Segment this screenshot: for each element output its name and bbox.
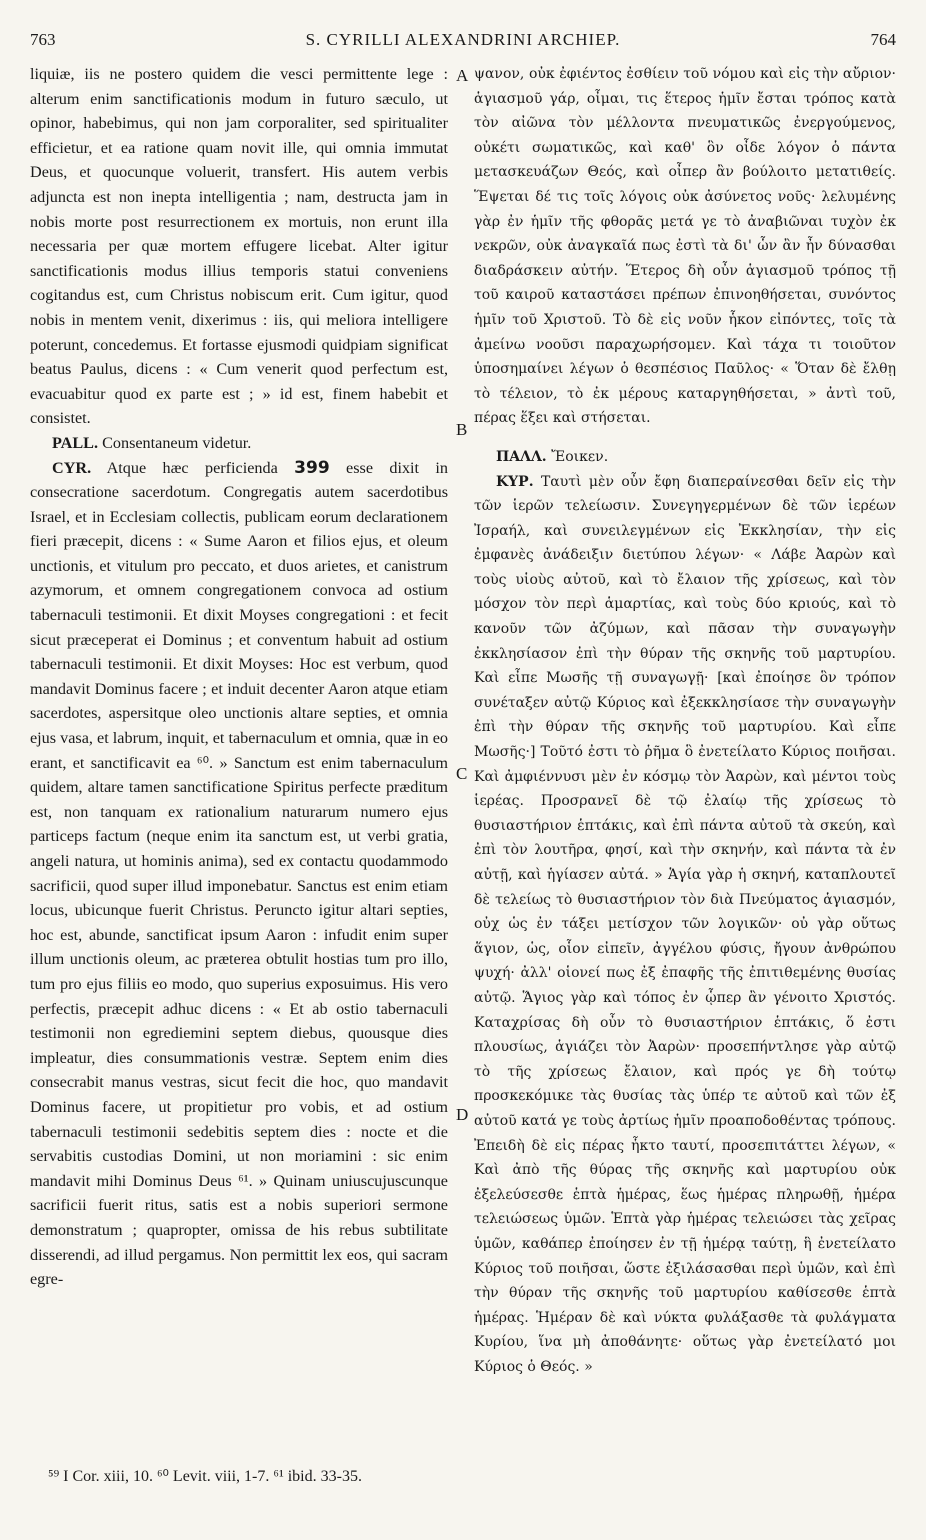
speaker-label: PALL. (52, 433, 99, 452)
running-header (30, 30, 896, 58)
latin-speaker-paragraph (30, 431, 448, 456)
speaker-label: ΚΥΡ. (496, 473, 534, 490)
greek-paragraph-text: Ἔοικεν. (551, 448, 609, 465)
latin-column (30, 62, 448, 1452)
latin-paragraph-text: esse dixit in consecratione sacerdotum. Congregatis autem sacerdotibus Israel, et in Ecclesiam collectis, publicam eorum declarationem fieri præcepit, dicens : « Sume Aaron et filios ejus, et oleum unctionis, et vitulum pro peccato, et duos arietes, et canistrum azymorum, et omnem congregationem convoca ad ostium tabernaculi testimonii. Et dixit Moyses congregationi : et fecit sicut præceperat ei Dominus ; et conventum habuit ad ostium tabernaculi testimonii. Et dixit Moyses: Hoc est verbum, quod mandavit Dominus facere ; et induit decenter Aaron atque etiam sacerdotes, aspersitque oleo unctionis altare septies, et omnia ejus vasa, et labrum, inquit, et tabernaculum et omnia, quæ in eo erant, et sanctificavit ea ⁶⁰. » Sanctum est enim tabernaculum quidem, altare tamen sanctificatione Spiritus perfecte præditum est, non tanquam ex rationalium naturarum numero ejus particeps factum (neque enim ita sanctum est, ut verbi gratia, angeli natura, ut hominis anima), sed ex contactu quodammodo sacrificii, quod super illud imponebatur. Sanctus est enim etiam locus, ubicunque fuerit Christus. Peruncto igitur altari septies, hoc est, abunde, sanctificat ipsum Aaron : infudit enim super illum unctionis oleum, ac præterea obtulit hostias tum pro illo, tum pro ejus filiis eo modo, quo superius exposuimus. His vero perfectis, præcepit adhuc dicens : « Et ab ostio tabernaculi testimonii non egrediemini septem diebus, quousque dies impleatur, dies consummationis vestræ. Septem enim dies consecrabit manus vestras, sicut fecit die hoc, quo mandavit Dominus facere, ut propitietur pro vobis, et ad ostium tabernaculi testimonii sedebitis septem dies : nocte et die servabitis custodias Domini, ut non moriamini : sic enim mandavit mihi Dominus Deus ⁶¹. » Quinam uniuscujuscunque sacrificii fuerit ritus, satis est a nobis superiori sermone demonstratum ; quapropter, omissa de his rebus subtilitate disserendi, ad illud pergamus. Non permittit lex eos, qui sacram egre- (30, 458, 448, 1289)
running-title: S. CYRILLI ALEXANDRINI ARCHIEP. (305, 30, 621, 49)
footnotes: ⁵⁹ I Cor. xiii, 10. ⁶⁰ Levit. viii, 1-7. ⁶¹ ibid. 33-35. (48, 1468, 362, 1485)
margin-letter-c: C (456, 764, 468, 783)
greek-paragraph-text: Ταυτὶ μὲν οὖν ἔφη διαπεραίνεσθαι δεῖν εἰς τὴν τῶν ἱερῶν τελείωσιν. Συνεγηγερμένων δὲ τῶν ἱερέων Ἰσραήλ, καὶ συνειλεγμένων εἰς Ἐκκλησίαν, τὴν εἰς ἐμφανὲς ἀνάδειξιν διετύπου λέγων· « Λάβε Ἀαρὼν καὶ τοὺς υἱοὺς αὐτοῦ, καὶ τὸ ἔλαιον τῆς χρίσεως, καὶ τὸν μόσχον τὸν περὶ ἁμαρτίας, καὶ τοὺς δύο κριούς, καὶ τὸ κανοῦν τῶν ἀζύμων, καὶ πᾶσαν τὴν συναγωγὴν ἐκκλησίασον ἐπὶ τὴν θύραν τῆς σκηνῆς τοῦ μαρτυρίου. Καὶ εἶπε Μωσῆς τῇ συναγωγῇ· [καὶ ἐποίησε ὃν τρόπον συνέταξεν αὐτῷ Κύριος καὶ ἐξεκκλησίασε τὴν συναγωγὴν ἐπὶ τὴν θύραν τῆς σκηνῆς τοῦ μαρτυρίου. Καὶ εἶπε Μωσῆς·] Τοῦτό ἐστι τὸ ῥῆμα ὃ ἐνετείλατο Κύριος ποιῆσαι. Καὶ ἀμφιέννυσι μὲν ἐν κόσμῳ τὸν Ἀαρὼν, καὶ μέντοι τοὺς ἱερέας. Προσρανεῖ δὲ τῷ ἐλαίῳ τῆς χρίσεως τὸ θυσιαστήριον ἑπτάκις, καὶ ἐπὶ πάντα αὐτοῦ τὰ σκεύη, καὶ ἐπὶ τὸν λουτῆρα, φησί, καὶ τὴν σκηνήν, καὶ πάντα τὰ ἐν αὐτῇ, καὶ ἡγίασεν αὐτά. » Ἁγία γὰρ ἡ σκηνή, καταπλουτεῖ δὲ τελείως τὸ θυσιαστήριον τὸν διὰ Πνεύματος ἁγιασμόν, οὐχ ὡς ἐν τάξει μετίσχον τῶν λογικῶν· οὐ γὰρ οὕτως ἅγιον, ὡς, οἷον εἰπεῖν, ἀγγέλου φύσις, ἤγουν ἀνθρώπου ψυχή· ἀλλ' οἱονεί πως ἐξ ἐπαφῆς τῆς ἐπιτιθεμένης θυσίας αὐτῷ. Ἅγιος γὰρ καὶ τόπος ἐν ᾧπερ ἂν γένοιτο Χριστός. Καταχρίσας δὴ οὖν τὸ θυσιαστήριον ἑπτάκις, ὅ ἐστι πλουσίως, ἁγιάζει τὸν Ἀαρὼν· προσεπήντλησε γὰρ αὐτῷ τὸ τῆς χρίσεως ἔλαιον, καὶ πρός γε δὴ τούτῳ προσκεκόμικε τὰς θυσίας τὰς ὑπέρ τε αὐτοῦ καὶ τῶν ἐξ αὐτοῦ κατά γε τοὺς ἀρτίως ἡμῖν προαποδοθέντας τρόπους. Ἐπειδὴ δὲ εἰς πέρας ἧκτο ταυτί, προσεπιτάττει λέγων, « Καὶ ἀπὸ τῆς θύρας τῆς σκηνῆς καὶ μαρτυρίου οὐκ ἐξελεύσεσθε ἑπτὰ ἡμέρας, ἕως ἡμέρας πληρωθῇ, ἡμέρα τελειώσεως ὑμῶν. Ἑπτὰ γὰρ ἡμέρας τελειώσει τὰς χεῖρας ὑμῶν, καθάπερ ἐποίησεν ἐν τῇ ἡμέρᾳ ταύτῃ, ἣ ἐνετείλατο Κύριος τοῦ ποιῆσαι, ὥστε ἐξιλάσασθαι περὶ ὑμῶν, καὶ ἐπὶ τὴν θύραν τῆς σκηνῆς τοῦ μαρτυρίου καθίσεσθε ἑπτὰ ἡμέρας. Ἡμέραν δὲ καὶ νύκτα φυλάξασθε τὰ φυλάγματα Κυρίου, ἵνα μὴ ἀποθάνητε· οὕτως γὰρ ἐνετείλατό μοι Κύριος ὁ Θεός. » (474, 473, 896, 1375)
greek-paragraph: ψανον, οὐκ ἐφιέντος ἐσθίειν τοῦ νόμου καὶ εἰς τὴν αὔριον· ἁγιασμοῦ γάρ, οἶμαι, τις ἕτερος ἡμῖν ἔσται τρόπος κατὰ τὸν αἰῶνα τὸν μέλλοντα πνευματικῶς ἐνεργούμενος, οὐκέτι σωματικῶς, καὶ καθ' ὃν οἶδε λόγον ὁ πάντα μετασκευάζων Θεός, καὶ οἶπερ ἂν βούλοιτο μετατιθείς. Ἕψεται δέ τις τοῖς λόγοις οὐκ ἀσύνετος νοῦς· λελυμένης γὰρ ἐν ἡμῖν τῆς φθορᾶς μετά γε τὸ ἀναβιῶναι τυχὸν ἐκ νεκρῶν, οὐκ ἀναγκαῖά πως ἐστὶ τὰ δι' ὧν ἂν ἦν δύνασθαι διαδράσκειν αὐτήν. Ἕτερος δὴ οὖν ἁγιασμοῦ τρόπος τῇ τοῦ καιροῦ καταστάσει πρέπων ἐπινοηθήσεται, συνόντος ἡμῖν τοῦ Χριστοῦ. Τὸ δὲ εἰς νοῦν ἧκον εἰπόντες, τοῖς τὰ ἀμείνω νοοῦσι παραχωρήσομεν. Καὶ τάχα τι τοιοῦτον ὑποσημαίνει λέγων ὁ θεσπέσιος Παῦλος· « Ὅταν δὲ ἔλθῃ τὸ τέλειον, τὸ ἐκ μέρους καταργηθήσεται, » ἀντὶ τοῦ, πέρας ἕξει καὶ στήσεται. (474, 66, 896, 427)
greek-speaker-paragraph (474, 445, 896, 470)
speaker-label: CYR. (52, 458, 92, 477)
margin-letter-b: B (456, 420, 468, 439)
greek-column (474, 62, 896, 1452)
latin-paragraph-text: Atque hæc perficienda (106, 458, 278, 477)
column-number: 399 (294, 457, 330, 478)
page-number-right: 764 (870, 30, 896, 49)
greek-speaker-paragraph (474, 470, 896, 1380)
speaker-label: ΠΑΛΛ. (496, 448, 547, 465)
latin-paragraph: liquiæ, iis ne postero quidem die vesci permittente lege : alterum enim sanctificationis modum in futuro sæculo, ut opinor, habebimus, qui non jam corporaliter, sed spiritualiter efficietur, et ea ratione quam novit ille, qui omnia immutat Deus, et quocunque voluerit, transfert. His autem verbis adjuncta est non inepta intelligentia ; nam, destructa jam in nobis morte post resurrectionem ex mortuis, non erunt illa necessaria per quæ mortem effugere licebat. Alter igitur sanctificationis modus illius temporis statui conveniens cogitandus est, cum Christus nobiscum erit. Cum igitur, quod nobis in mentem venit, dixerimus : iis, qui meliora intelligere poterunt, concedemus. Et fortasse ejusmodi quidpiam significat beatus Paulus, dicens : « Cum venerit quod perfectum est, evacuabitur quod ex parte est ; » id est, finem habebit et consistet. (30, 65, 448, 428)
latin-speaker-paragraph (30, 456, 448, 1292)
margin-letter-d: D (456, 1105, 469, 1124)
margin-letter-a: A (456, 66, 469, 85)
page-number-left: 763 (30, 30, 56, 49)
latin-paragraph-text: Consentaneum videtur. (102, 433, 252, 452)
